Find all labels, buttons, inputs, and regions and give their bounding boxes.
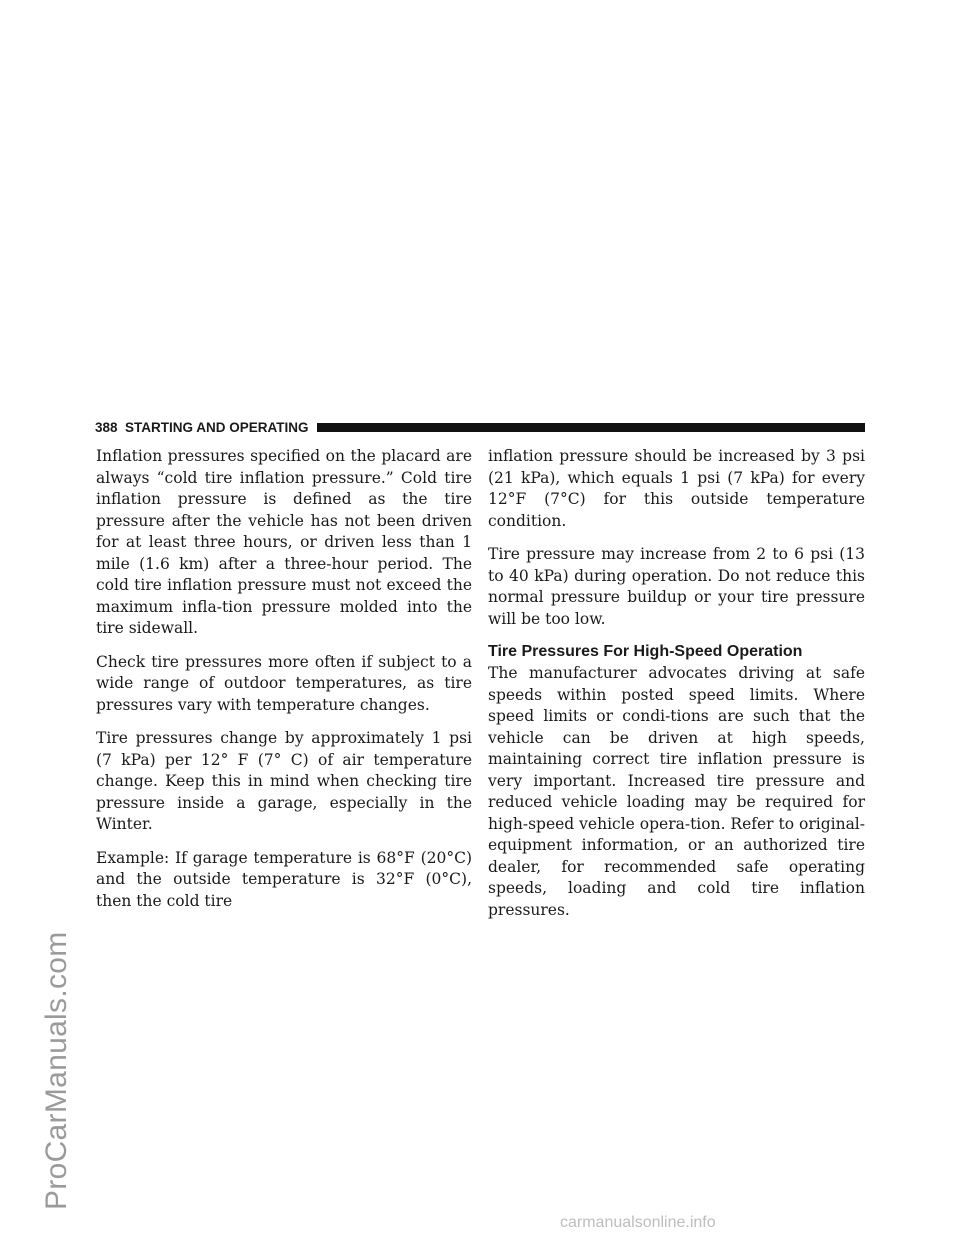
paragraph-high-speed: The manufacturer advocates driving at safe speeds within posted speed limits. Where speed limits or condi-tions are such that the vehicle can be driven at high speeds, maintaining correct tire inflation pressure is very important. Increased tire pressure and reduced vehicle loading may be required for high-speed vehicle opera-tion. Refer to original-equipment information, or an authorized tire dealer, for recommended safe operating speeds, loading and cold tire inflation pressures. (488, 664, 866, 919)
right-column (488, 446, 865, 933)
section-title: STARTING AND OPERATING (125, 419, 309, 435)
paragraph-pressure-change: Tire pressures change by approximately 1 psi (7 kPa) per 12° F (7° C) of air temperature change. Keep this in mind when checking tire pressure inside a garage, especially in the Winter. (96, 729, 472, 833)
header-rule (317, 423, 865, 432)
paragraph-increase-inflation: inflation pressure should be increased by 3 psi (21 kPa), which equals 1 psi (7 kPa) for every 12°F (7°C) for this outside temperature condition. (488, 447, 865, 530)
page-number: 388 (95, 419, 118, 435)
footer-watermark: carmanualsonline.info (560, 1214, 716, 1231)
paragraph-operation-buildup: Tire pressure may increase from 2 to 6 psi (13 to 40 kPa) during operation. Do not reduce this normal pressure buildup or your tire pressure will be too low. (488, 545, 865, 628)
left-column (96, 446, 472, 924)
paragraph-example: Example: If garage temperature is 68°F (20°C) and the outside temperature is 32°F (0°C), then the cold tire (96, 848, 472, 910)
section-heading-high-speed: Tire Pressures For High-Speed Operation (488, 643, 803, 660)
side-watermark: ProCarManuals.com (40, 931, 73, 1210)
paragraph-check-often: Check tire pressures more often if subject to a wide range of outdoor temperatures, as tire pressures vary with temperature changes. (96, 652, 472, 714)
header-label (95, 420, 317, 435)
page-header (95, 414, 865, 440)
paragraph-cold-inflation: Inflation pressures specified on the placard are always “cold tire inflation pressure.” Cold tire inflation pressure is defined as the tire pressure after the vehicle has not been driven for at least three hours, or driven less than 1 mile (1.6 km) after a three-hour period. The cold tire inflation pressure must not exceed the maximum infla-tion pressure molded into the tire sidewall. (96, 447, 472, 637)
